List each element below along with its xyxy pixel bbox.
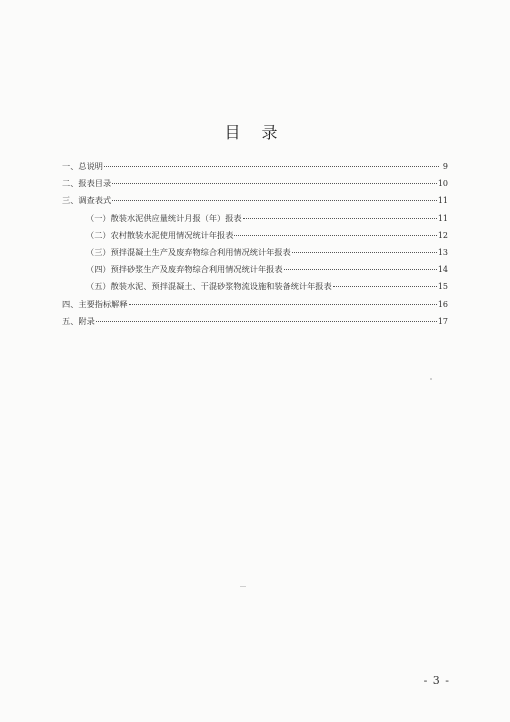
toc-entry[interactable] <box>62 296 448 313</box>
toc-entry[interactable] <box>62 158 448 175</box>
toc-entry-label: （一）散装水泥供应量统计月报（年）报表 <box>86 212 242 223</box>
toc-entry-label: 五、附录 <box>62 315 95 326</box>
toc-entry-label: （三）预拌混凝土生产及废弃物综合利用情况统计年报表 <box>86 246 291 257</box>
toc-entry-page: 13 <box>437 247 448 257</box>
page-title: 目 录 <box>224 123 286 142</box>
toc-entry-label: （四）预拌砂浆生产及废弃物综合利用情况统计年报表 <box>86 264 283 275</box>
toc-leader-dots <box>243 218 437 219</box>
toc-leader-dots <box>284 269 437 270</box>
toc-leader-dots <box>104 166 439 167</box>
toc-leader-dots <box>129 304 437 305</box>
toc-entry-page: 12 <box>437 230 448 240</box>
toc-entry[interactable] <box>62 192 448 209</box>
toc-entry-page: 17 <box>437 316 448 326</box>
toc-entry-page: 14 <box>437 265 448 275</box>
scan-speck <box>240 586 246 587</box>
toc-subentry[interactable] <box>62 227 448 244</box>
toc-entry-label: （二）农村散装水泥使用情况统计年报表 <box>86 229 234 240</box>
toc-leader-dots <box>333 286 437 287</box>
toc-entry-page: 9 <box>442 162 448 171</box>
toc-leader-dots <box>292 252 437 253</box>
toc-entry-page: 11 <box>437 213 448 223</box>
toc-leader-dots <box>112 200 437 201</box>
table-of-contents <box>62 158 448 330</box>
toc-subentry[interactable] <box>62 210 448 227</box>
toc-entry[interactable] <box>62 313 448 330</box>
page-number: - 3 - <box>423 674 450 687</box>
toc-entry-label: 一、总说明 <box>62 161 103 171</box>
scan-speck <box>430 378 432 380</box>
toc-entry[interactable] <box>62 175 448 192</box>
toc-subentry[interactable] <box>62 278 448 295</box>
toc-entry-page: 10 <box>437 179 448 189</box>
toc-leader-dots <box>234 235 436 236</box>
toc-leader-dots <box>96 321 437 322</box>
toc-entry-label: （五）散装水泥、预拌混凝土、干混砂浆物流设施和装备统计年报表 <box>86 281 332 292</box>
toc-entry-page: 11 <box>437 196 448 206</box>
toc-entry-label: 四、主要指标解释 <box>62 298 128 309</box>
toc-subentry[interactable] <box>62 244 448 261</box>
toc-entry-page: 16 <box>437 299 448 309</box>
toc-entry-page: 15 <box>437 282 448 292</box>
toc-entry-label: 三、调查表式 <box>62 195 112 206</box>
toc-subentry[interactable] <box>62 261 448 278</box>
toc-leader-dots <box>112 183 437 184</box>
toc-entry-label: 二、报表目录 <box>62 178 112 189</box>
